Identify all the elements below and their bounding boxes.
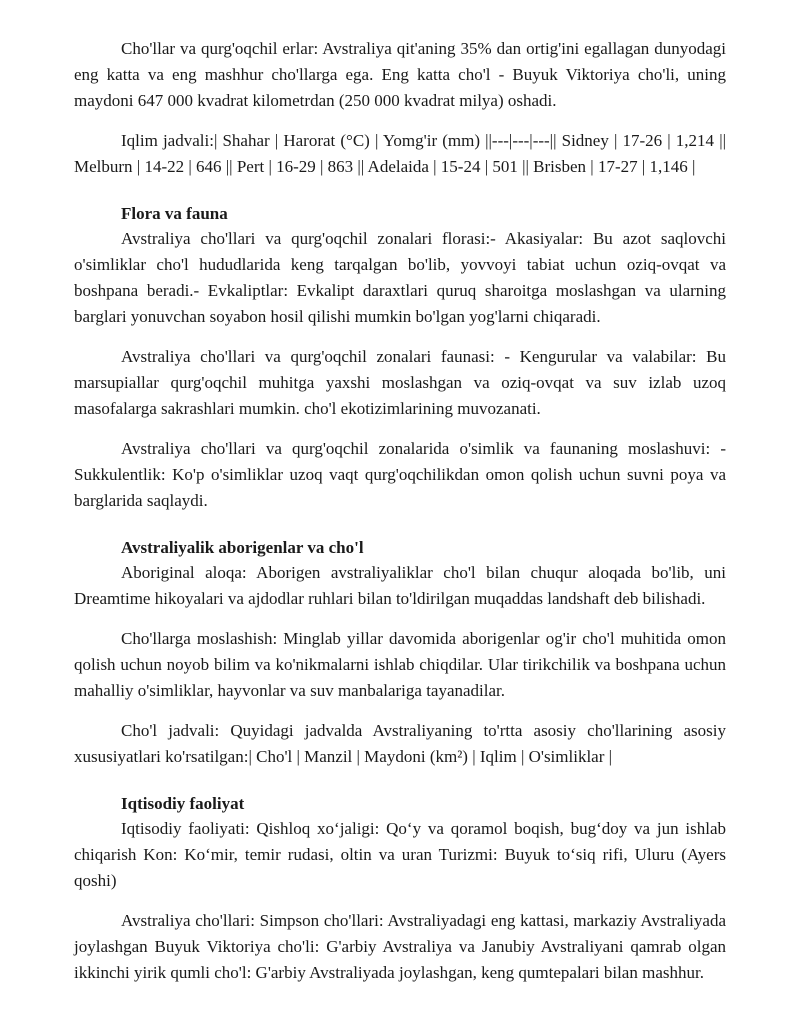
paragraph-economy: Iqtisodiy faoliyati: Qishloq xo‘jaligi: Qo‘y va qoramol boqish, bug‘doy va jun ishlab chiqarish Kon: Ko‘mir, temir rudasi, oltin va uran Turizmi: Buyuk to‘siq rifi, Uluru (Ayers qoshi): [74, 819, 726, 890]
paragraph-fauna: Avstraliya cho'llari va qurg'oqchil zonalari faunasi: - Kengurular va valabilar: Bu marsupiallar qurg'oqchil muhitga yaxshi moslashgan va oziq-ovqat va suv izlab uzoq masofalarga sakrashlari mumkin. cho'l ekotizimlarining muvozanati.: [74, 347, 726, 418]
paragraph-desert-table: Cho'l jadvali: Quyidagi jadvalda Avstraliyaning to'rtta asosiy cho'llarining asosiy xususiyatlari ko'rsatilgan:| Cho'l | Manzil | Maydoni (km²) | Iqlim | O'simliklar |: [74, 721, 726, 766]
heading-economic-activity: Iqtisodiy faoliyat: [121, 794, 245, 813]
heading-flora-fauna: Flora va fauna: [121, 204, 228, 223]
paragraph-australian-deserts: Avstraliya cho'llari: Simpson cho'llari: Avstraliyadagi eng kattasi, markaziy Avstraliyada joylashgan Buyuk Viktoriya cho'li: G'arbiy Avstraliya va Janubiy Avstraliyani qamrab olgan ikkinchi yirik qumli cho'l: G'arbiy Avstraliyada joylashgan, keng qumtepalari bilan mashhur.: [74, 911, 726, 982]
paragraph-flora: Avstraliya cho'llari va qurg'oqchil zonalari florasi:- Akasiyalar: Bu azot saqlovchi o'simliklar cho'l hududlarida keng tarqalgan bo'lib, yovvoyi tabiat uchun oziq-ovqat va boshpana beradi.- Evkaliptlar: Evkalipt daraxtlari quruq sharoitga moslashgan va ularning barglari yonuvchan soyabon hosil qilishi mumkin bo'lgan yog'larni chiqaradi.: [74, 229, 726, 326]
paragraph-aboriginal-connection: Aboriginal aloqa: Aborigen avstraliyaliklar cho'l bilan chuqur aloqada bo'lib, uni Dreamtime hikoyalari va ajdodlar ruhlari bilan to'ldirilgan muqaddas landshaft deb bilishadi.: [74, 563, 726, 608]
paragraph-desert-adaptation: Cho'llarga moslashish: Minglab yillar davomida aborigenlar og'ir cho'l muhitida omon qolish uchun noyob bilim va ko'nikmalarni ishlab chiqdilar. Ular tirikchilik va boshpana uchun mahalliy o'simliklar, hayvonlar va suv manbalariga tayanadilar.: [74, 629, 726, 700]
paragraph-adaptation: Avstraliya cho'llari va qurg'oqchil zonalarida o'simlik va faunaning moslashuvi: - Sukkulentlik: Ko'p o'simliklar uzoq vaqt qurg'oqchilikdan omon qolish uchun suvni poya va barglarida saqlaydi.: [74, 439, 726, 510]
heading-aborigines: Avstraliyalik aborigenlar va cho'l: [121, 538, 364, 557]
paragraph-climate-table: Iqlim jadvali:| Shahar | Harorat (°C) | Yomg'ir (mm) ||---|---|---|| Sidney | 17-26 | 1,214 || Melburn | 14-22 | 646 || Pert | 16-29 | 863 || Adelaida | 15-24 | 501 || Brisben | 17-27 | 1,146 |: [74, 131, 726, 176]
paragraph-deserts-intro: Cho'llar va qurg'oqchil erlar: Avstraliya qit'aning 35% dan ortig'ini egallagan dunyodagi eng katta va eng mashhur cho'llarga ega. Eng katta cho'l - Buyuk Viktoriya cho'li, uning maydoni 647 000 kvadrat kilometrdan (250 000 kvadrat milya) oshadi.: [74, 39, 726, 110]
